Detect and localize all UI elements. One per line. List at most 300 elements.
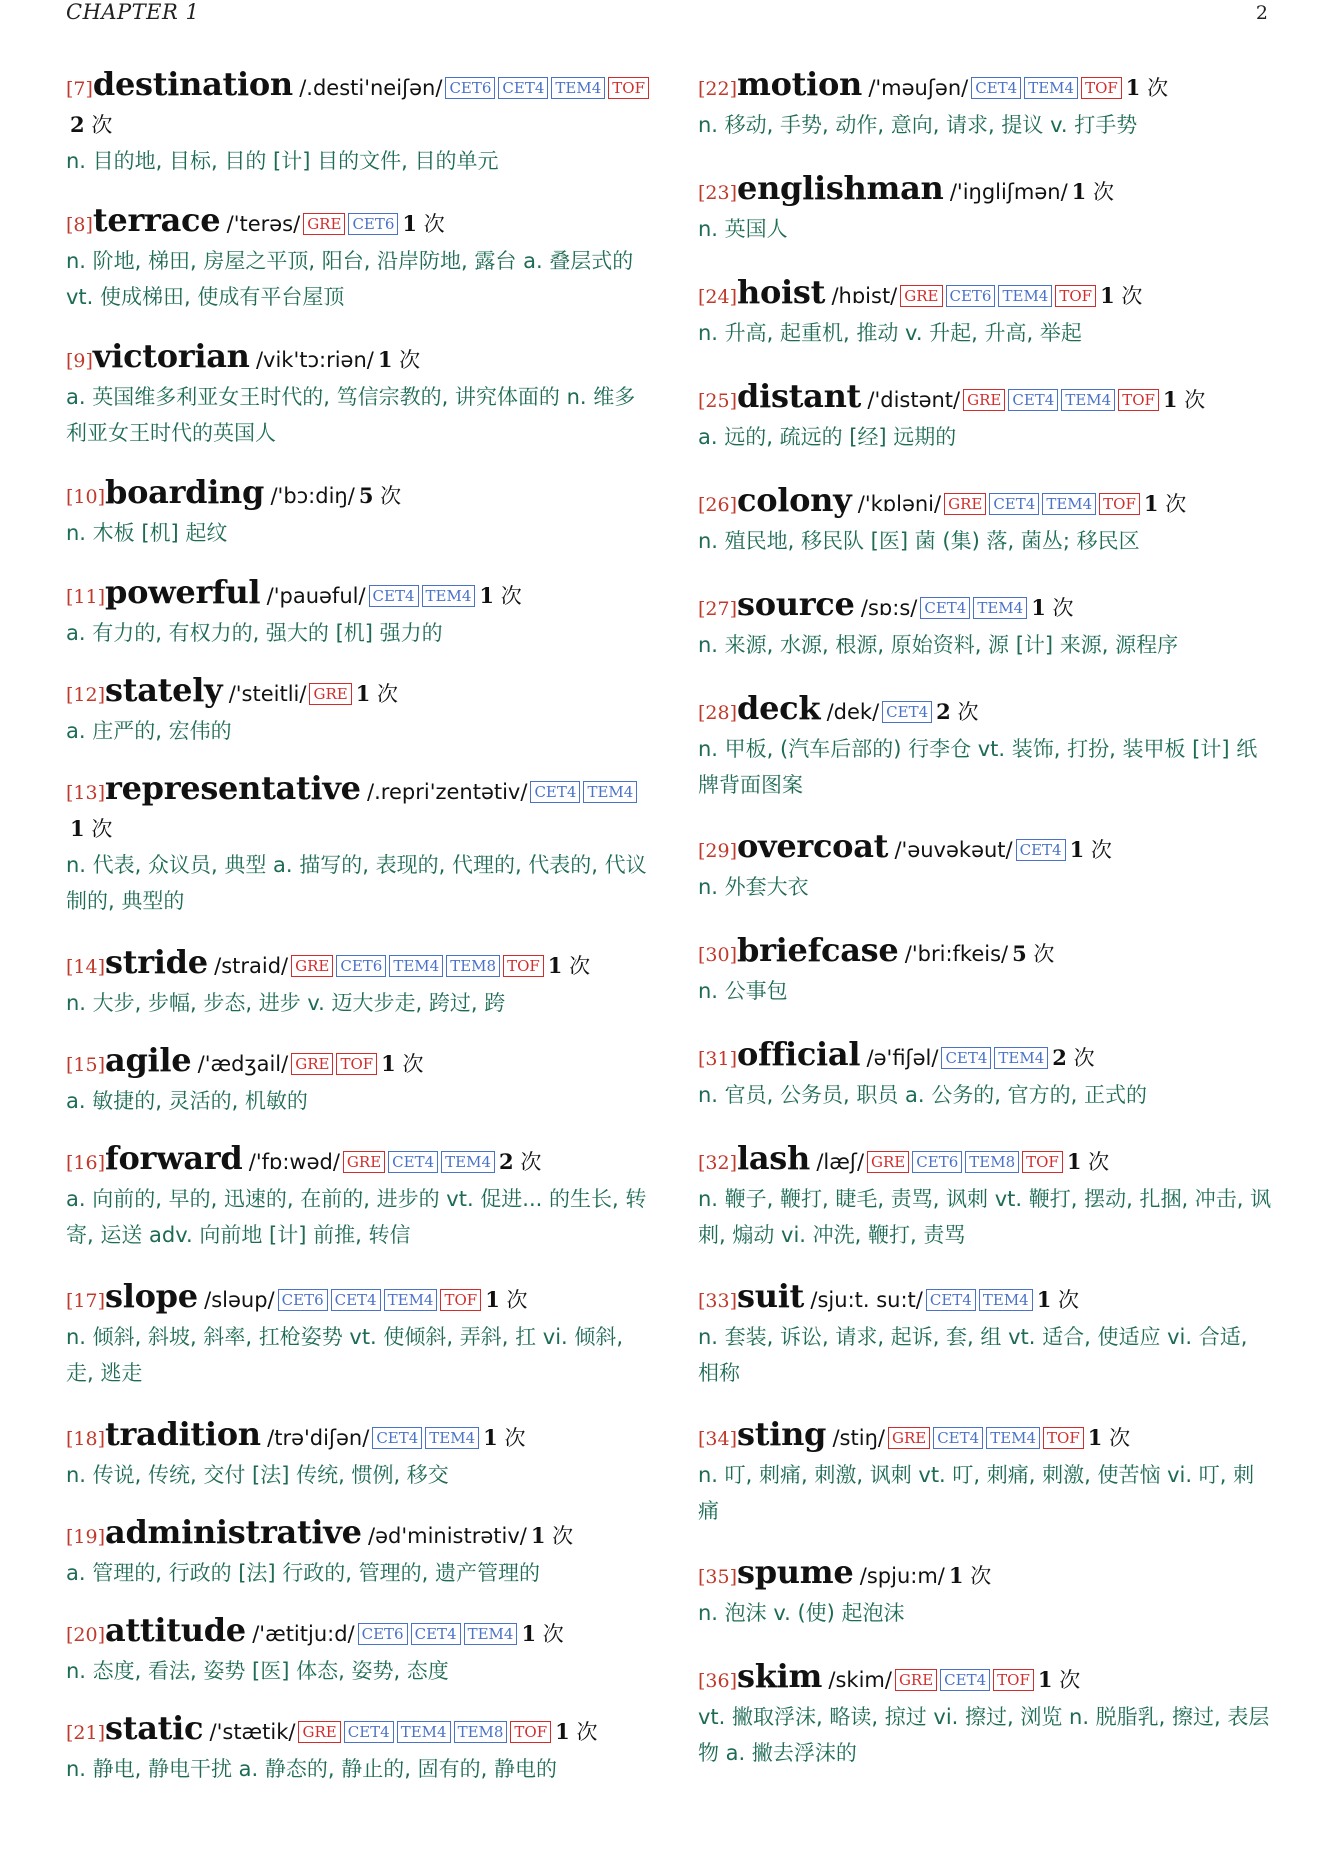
exam-tag: CET4 (941, 1047, 991, 1069)
entry-definition: a. 敏捷的, 灵活的, 机敏的 (66, 1089, 308, 1113)
frequency-unit: 次 (1058, 1288, 1080, 1312)
vocab-entry (698, 170, 1272, 247)
entry-headline (66, 1140, 650, 1181)
frequency-unit: 次 (520, 1150, 542, 1174)
entry-pronunciation: /'terəs/ (226, 212, 301, 236)
vocab-entry (66, 66, 650, 179)
frequency-unit: 次 (402, 1052, 424, 1076)
exam-tag: TEM4 (986, 1427, 1040, 1449)
entry-pronunciation: /vik'tɔ:riən/ (255, 348, 374, 372)
entry-pronunciation: /skim/ (828, 1668, 892, 1692)
entry-frequency (548, 954, 590, 978)
entry-frequency (1163, 388, 1205, 412)
exam-tag: TEM4 (464, 1623, 518, 1645)
entry-number: [32] (698, 1152, 738, 1174)
vocab-entry (698, 690, 1272, 803)
entry-word: attitude (105, 1611, 246, 1649)
vocab-entry (698, 1140, 1272, 1253)
exam-tag: TEM8 (446, 955, 500, 977)
entry-word: destination (92, 65, 293, 103)
page-header (66, 0, 1268, 30)
frequency-unit: 次 (569, 954, 591, 978)
entry-word: terrace (92, 201, 221, 239)
exam-tag: CET4 (530, 781, 580, 803)
exam-tag: GRE (867, 1151, 909, 1173)
entry-frequency (70, 817, 112, 841)
frequency-count: 2 (936, 699, 951, 724)
entry-pronunciation: /hɒist/ (831, 284, 898, 308)
exam-tag: TOF (510, 1721, 551, 1743)
vocab-entry (66, 1416, 650, 1493)
entry-definition: n. 英国人 (698, 217, 788, 241)
entry-frequency (949, 1564, 991, 1588)
vocab-entry (66, 770, 650, 919)
vocab-entry (66, 338, 650, 451)
exam-tag: TOF (1081, 77, 1122, 99)
entry-headline (66, 474, 650, 515)
vocab-entry (698, 586, 1272, 663)
exam-tag: TEM4 (422, 585, 476, 607)
vocab-entry (66, 1278, 650, 1391)
entry-definition: n. 甲板, (汽车后部的) 行李仓 vt. 装饰, 打扮, 装甲板 [计] 纸牌背面图案 (698, 737, 1258, 797)
entry-pronunciation: /dek/ (826, 700, 880, 724)
entry-definition: n. 态度, 看法, 姿势 [医] 体态, 姿势, 态度 (66, 1659, 449, 1683)
entry-headline (698, 1140, 1272, 1181)
entry-headline (66, 1416, 650, 1457)
entry-definition: n. 静电, 静电干扰 a. 静态的, 静止的, 固有的, 静电的 (66, 1757, 557, 1781)
entry-number: [8] (66, 214, 93, 236)
exam-tag: CET6 (348, 213, 398, 235)
entry-headline (66, 770, 650, 847)
entry-pronunciation: /'bɔ:diŋ/ (270, 484, 355, 508)
entry-definition: n. 木板 [机] 起纹 (66, 521, 228, 545)
entry-number: [16] (66, 1152, 106, 1174)
entry-definition: a. 向前的, 早的, 迅速的, 在前的, 进步的 vt. 促进... 的生长, 转寄, 运送 adv. 向前地 [计] 前推, 转信 (66, 1187, 647, 1247)
chapter-title: CHAPTER 1 (66, 0, 200, 24)
entry-number: [20] (66, 1624, 106, 1646)
entry-definition: n. 叮, 刺痛, 刺激, 讽刺 vt. 叮, 刺痛, 刺激, 使苦恼 vi. 叮, 刺痛 (698, 1463, 1255, 1523)
exam-tag: CET6 (445, 77, 495, 99)
frequency-unit: 次 (552, 1524, 574, 1548)
entry-frequency (1070, 838, 1112, 862)
frequency-unit: 次 (542, 1622, 564, 1646)
entry-frequency (359, 484, 401, 508)
entry-number: [21] (66, 1722, 106, 1744)
frequency-unit: 次 (377, 682, 399, 706)
exam-tag: CET4 (498, 77, 548, 99)
exam-tag: TOF (503, 955, 544, 977)
entry-pronunciation: /'kɒləni/ (857, 492, 942, 516)
entry-number: [27] (698, 598, 738, 620)
entry-frequency (402, 212, 444, 236)
entry-headline (698, 690, 1272, 731)
frequency-unit: 次 (423, 212, 445, 236)
vocab-entry (698, 1554, 1272, 1631)
entry-headline (66, 1514, 650, 1555)
exam-tag: TEM4 (1061, 389, 1115, 411)
entry-word: static (105, 1709, 204, 1747)
frequency-count: 1 (1125, 75, 1141, 100)
exam-tag: TOF (1043, 1427, 1084, 1449)
entry-number: [11] (66, 586, 106, 608)
entry-frequency (1126, 76, 1168, 100)
entry-number: [10] (66, 486, 106, 508)
vocab-entry (66, 1140, 650, 1253)
frequency-count: 1 (547, 953, 563, 978)
frequency-count: 1 (948, 1563, 964, 1588)
entry-pronunciation: /sləup/ (204, 1288, 275, 1312)
frequency-unit: 次 (1121, 284, 1143, 308)
exam-tag: CET4 (882, 701, 932, 723)
entry-headline (698, 1278, 1272, 1319)
vocab-entry (66, 1710, 650, 1787)
exam-tag: TEM4 (425, 1427, 479, 1449)
exam-tag: TEM8 (454, 1721, 508, 1743)
exam-tag: TEM4 (1024, 77, 1078, 99)
exam-tag: TOF (336, 1053, 377, 1075)
exam-tag: GRE (963, 389, 1005, 411)
entry-pronunciation: /straid/ (214, 954, 289, 978)
frequency-count: 1 (555, 1719, 570, 1744)
entry-number: [12] (66, 684, 106, 706)
frequency-count: 1 (1031, 595, 1046, 620)
entry-definition: n. 移动, 手势, 动作, 意向, 请求, 提议 v. 打手势 (698, 113, 1138, 137)
entry-headline (698, 828, 1272, 869)
entry-number: [34] (698, 1428, 738, 1450)
entry-headline (698, 586, 1272, 627)
frequency-count: 1 (1162, 387, 1178, 412)
entry-word: slope (105, 1277, 198, 1315)
entry-number: [31] (698, 1048, 738, 1070)
entry-headline (698, 1416, 1272, 1457)
entry-headline (66, 1042, 650, 1083)
frequency-unit: 次 (380, 484, 402, 508)
frequency-count: 1 (70, 816, 85, 841)
entry-headline (66, 944, 650, 985)
entry-headline (66, 1710, 650, 1751)
frequency-count: 1 (1087, 1425, 1103, 1450)
entry-number: [26] (698, 494, 738, 516)
exam-tag: CET4 (926, 1289, 976, 1311)
entry-number: [19] (66, 1526, 106, 1548)
entry-number: [23] (698, 182, 738, 204)
vocab-entry (698, 482, 1272, 559)
exam-tag: GRE (944, 493, 986, 515)
exam-tag: CET4 (411, 1623, 461, 1645)
entry-headline (698, 932, 1272, 973)
entry-word: skim (737, 1657, 823, 1695)
exam-tag: TEM4 (979, 1289, 1033, 1311)
exam-tag: CET4 (1008, 389, 1058, 411)
entry-headline (698, 1554, 1272, 1595)
entry-word: spume (737, 1553, 854, 1591)
frequency-count: 1 (1037, 1667, 1053, 1692)
entry-definition: n. 外套大衣 (698, 875, 809, 899)
frequency-unit: 次 (1184, 388, 1206, 412)
entry-definition: n. 大步, 步幅, 步态, 进步 v. 迈大步走, 跨过, 跨 (66, 991, 506, 1015)
entry-word: deck (737, 689, 821, 727)
entry-frequency (485, 1288, 527, 1312)
exam-tag: TEM4 (551, 77, 605, 99)
frequency-unit: 次 (91, 113, 113, 137)
exam-tag: TOF (993, 1669, 1034, 1691)
entry-frequency (378, 348, 420, 372)
vocab-entry (698, 1658, 1272, 1771)
entry-frequency (531, 1524, 573, 1548)
entry-pronunciation: /'bri:fkeis/ (904, 942, 1009, 966)
exam-tag: TEM4 (973, 597, 1027, 619)
frequency-count: 2 (1052, 1045, 1067, 1070)
exam-tag: CET4 (940, 1669, 990, 1691)
entry-number: [17] (66, 1290, 106, 1312)
entry-number: [33] (698, 1290, 738, 1312)
exam-tag: GRE (298, 1721, 340, 1743)
page-number: 2 (1255, 2, 1268, 24)
frequency-unit: 次 (1147, 76, 1169, 100)
frequency-count: 1 (485, 1287, 500, 1312)
frequency-count: 1 (1069, 837, 1085, 862)
entry-pronunciation: /'distənt/ (867, 388, 961, 412)
exam-tag: CET4 (344, 1721, 394, 1743)
entry-definition: n. 目的地, 目标, 目的 [计] 目的文件, 目的单元 (66, 149, 499, 173)
entry-word: overcoat (737, 827, 889, 865)
entry-frequency (499, 1150, 541, 1174)
exam-tag: CET4 (920, 597, 970, 619)
entry-definition: a. 管理的, 行政的 [法] 行政的, 管理的, 遗产管理的 (66, 1561, 541, 1585)
entry-pronunciation: /'pauəful/ (266, 584, 366, 608)
frequency-count: 1 (355, 681, 371, 706)
frequency-unit: 次 (399, 348, 421, 372)
entry-frequency (555, 1720, 597, 1744)
entry-frequency (1072, 180, 1114, 204)
entry-headline (698, 1036, 1272, 1077)
vocab-entry (66, 1612, 650, 1689)
frequency-count: 1 (1143, 491, 1159, 516)
entry-pronunciation: /.desti'neiʃən/ (299, 76, 443, 100)
entry-definition: n. 倾斜, 斜坡, 斜率, 扛枪姿势 vt. 使倾斜, 弄斜, 扛 vi. 倾斜, 走, 逃走 (66, 1325, 624, 1385)
entry-headline (698, 170, 1272, 211)
entry-word: lash (737, 1139, 810, 1177)
vocab-entry (66, 672, 650, 749)
exam-tag: TEM8 (965, 1151, 1019, 1173)
vocab-entry (698, 932, 1272, 1009)
frequency-count: 2 (70, 112, 85, 137)
entry-pronunciation: /'stætik/ (209, 1720, 296, 1744)
exam-tag: CET4 (1016, 839, 1066, 861)
vocab-entry (698, 66, 1272, 143)
vocab-entry (698, 1278, 1272, 1391)
entry-word: tradition (105, 1415, 261, 1453)
exam-tag: CET6 (336, 955, 386, 977)
entry-frequency (1144, 492, 1186, 516)
entry-definition: a. 远的, 疏远的 [经] 远期的 (698, 425, 957, 449)
exam-tag: TOF (608, 77, 649, 99)
frequency-unit: 次 (500, 584, 522, 608)
entry-definition: n. 官员, 公务员, 职员 a. 公务的, 官方的, 正式的 (698, 1083, 1147, 1107)
entry-word: powerful (105, 573, 261, 611)
entry-word: forward (105, 1139, 243, 1177)
entry-number: [7] (66, 78, 93, 100)
entry-word: suit (737, 1277, 805, 1315)
frequency-unit: 次 (1109, 1426, 1131, 1450)
exam-tag: TEM4 (441, 1151, 495, 1173)
entry-headline (66, 202, 650, 243)
entry-frequency (1067, 1150, 1109, 1174)
exam-tag: CET6 (912, 1151, 962, 1173)
vocab-entry (698, 1036, 1272, 1113)
exam-tag: CET4 (388, 1151, 438, 1173)
frequency-unit: 次 (957, 700, 979, 724)
entry-definition: a. 有力的, 有权力的, 强大的 [机] 强力的 (66, 621, 443, 645)
entry-number: [24] (698, 286, 738, 308)
frequency-unit: 次 (1165, 492, 1187, 516)
entry-pronunciation: /'əuvəkəut/ (894, 838, 1013, 862)
vocab-entry (66, 202, 650, 315)
entry-headline (66, 338, 650, 379)
exam-tag: TOF (1099, 493, 1140, 515)
entry-definition: n. 泡沫 v. (使) 起泡沫 (698, 1601, 905, 1625)
entry-pronunciation: /əd'ministrətiv/ (368, 1524, 527, 1548)
frequency-unit: 次 (1033, 942, 1055, 966)
entry-number: [30] (698, 944, 738, 966)
entry-word: distant (737, 377, 862, 415)
entry-word: victorian (92, 337, 250, 375)
entry-pronunciation: /'məuʃən/ (868, 76, 969, 100)
frequency-count: 1 (1100, 283, 1115, 308)
entry-word: agile (105, 1041, 192, 1079)
entry-word: administrative (105, 1513, 362, 1551)
frequency-count: 5 (1012, 941, 1027, 966)
entry-headline (66, 1278, 650, 1319)
entry-pronunciation: /'iŋgliʃmən/ (949, 180, 1068, 204)
entry-headline (698, 482, 1272, 523)
exam-tag: GRE (895, 1669, 937, 1691)
entry-frequency (1012, 942, 1054, 966)
entry-frequency (1031, 596, 1073, 620)
frequency-count: 1 (1071, 179, 1087, 204)
vocab-entry (66, 574, 650, 651)
entry-definition: n. 殖民地, 移民队 [医] 菌 (集) 落, 菌丛; 移民区 (698, 529, 1140, 553)
entry-number: [35] (698, 1566, 738, 1588)
frequency-unit: 次 (1092, 180, 1114, 204)
vocab-entry (66, 1514, 650, 1591)
frequency-count: 2 (499, 1149, 514, 1174)
entry-definition: vt. 撇取浮沫, 略读, 掠过 vi. 擦过, 浏览 n. 脱脂乳, 擦过, 表层物 a. 撇去浮沫的 (698, 1705, 1270, 1765)
exam-tag: GRE (888, 1427, 930, 1449)
frequency-unit: 次 (1088, 1150, 1110, 1174)
entry-word: source (737, 585, 855, 623)
entry-number: [13] (66, 782, 106, 804)
entry-headline (698, 378, 1272, 419)
exam-tag: CET4 (331, 1289, 381, 1311)
exam-tag: CET4 (933, 1427, 983, 1449)
entry-pronunciation: /'steitli/ (228, 682, 307, 706)
frequency-unit: 次 (1052, 596, 1074, 620)
entry-pronunciation: /spju:m/ (859, 1564, 945, 1588)
entry-number: [36] (698, 1670, 738, 1692)
entry-word: boarding (105, 473, 265, 511)
entry-frequency (479, 584, 521, 608)
exam-tag: TOF (1022, 1151, 1063, 1173)
entry-pronunciation: /'ædʒail/ (197, 1052, 289, 1076)
entry-word: official (737, 1035, 861, 1073)
entry-number: [18] (66, 1428, 106, 1450)
entry-pronunciation: /læʃ/ (816, 1150, 865, 1174)
entry-pronunciation: /sju:t. su:t/ (810, 1288, 923, 1312)
vocab-entry (66, 944, 650, 1021)
entry-frequency (1088, 1426, 1130, 1450)
entry-pronunciation: /trə'diʃən/ (267, 1426, 370, 1450)
exam-tag: TEM4 (384, 1289, 438, 1311)
entry-definition: n. 传说, 传统, 交付 [法] 传统, 惯例, 移交 (66, 1463, 449, 1487)
frequency-unit: 次 (504, 1426, 526, 1450)
exam-tag: TEM4 (994, 1047, 1048, 1069)
entry-word: briefcase (737, 931, 899, 969)
entry-number: [14] (66, 956, 106, 978)
entry-definition: n. 代表, 众议员, 典型 a. 描写的, 表现的, 代理的, 代表的, 代议制的, 典型的 (66, 853, 647, 913)
exam-tag: GRE (303, 213, 345, 235)
entry-frequency (936, 700, 978, 724)
entry-frequency (521, 1622, 563, 1646)
frequency-unit: 次 (91, 817, 113, 841)
frequency-count: 1 (530, 1523, 546, 1548)
vocab-entry (66, 474, 650, 551)
entry-definition: n. 阶地, 梯田, 房屋之平顶, 阳台, 沿岸防地, 露台 a. 叠层式的 vt. 使成梯田, 使成有平台屋顶 (66, 249, 634, 309)
entry-frequency (356, 682, 398, 706)
entry-word: stately (105, 671, 223, 709)
exam-tag: CET4 (369, 585, 419, 607)
vocab-entry (66, 1042, 650, 1119)
exam-tag: CET6 (278, 1289, 328, 1311)
entry-word: englishman (737, 169, 944, 207)
vocab-entry (698, 1416, 1272, 1529)
frequency-count: 1 (377, 347, 393, 372)
exam-tag: GRE (900, 285, 942, 307)
exam-tag: GRE (291, 955, 333, 977)
entry-word: sting (737, 1415, 827, 1453)
entry-word: representative (105, 769, 361, 807)
entry-pronunciation: /sɒ:s/ (860, 596, 918, 620)
vocab-entry (698, 828, 1272, 905)
entry-definition: n. 鞭子, 鞭打, 睫毛, 责骂, 讽刺 vt. 鞭打, 摆动, 扎捆, 冲击, 讽刺, 煽动 vi. 冲洗, 鞭打, 责骂 (698, 1187, 1272, 1247)
entry-pronunciation: /'fɒ:wəd/ (248, 1150, 340, 1174)
entry-definition: n. 升高, 起重机, 推动 v. 升起, 升高, 举起 (698, 321, 1082, 345)
entry-pronunciation: /'ætitju:d/ (252, 1622, 355, 1646)
exam-tag: TEM4 (583, 781, 637, 803)
entry-number: [15] (66, 1054, 106, 1076)
entry-frequency (381, 1052, 423, 1076)
exam-tag: TOF (1055, 285, 1096, 307)
entry-pronunciation: /stiŋ/ (832, 1426, 885, 1450)
entry-word: colony (737, 481, 852, 519)
exam-tag: CET4 (971, 77, 1021, 99)
entry-word: motion (737, 65, 862, 103)
entry-frequency (1052, 1046, 1094, 1070)
entry-number: [25] (698, 390, 738, 412)
frequency-count: 5 (358, 483, 374, 508)
vocab-entry (698, 378, 1272, 455)
entry-frequency (1037, 1288, 1079, 1312)
vocab-entry (698, 274, 1272, 351)
entry-headline (66, 672, 650, 713)
exam-tag: GRE (343, 1151, 385, 1173)
exam-tag: CET4 (989, 493, 1039, 515)
frequency-unit: 次 (970, 1564, 992, 1588)
exam-tag: TEM4 (998, 285, 1052, 307)
exam-tag: GRE (291, 1053, 333, 1075)
entry-headline (698, 274, 1272, 315)
entry-frequency (70, 113, 112, 137)
